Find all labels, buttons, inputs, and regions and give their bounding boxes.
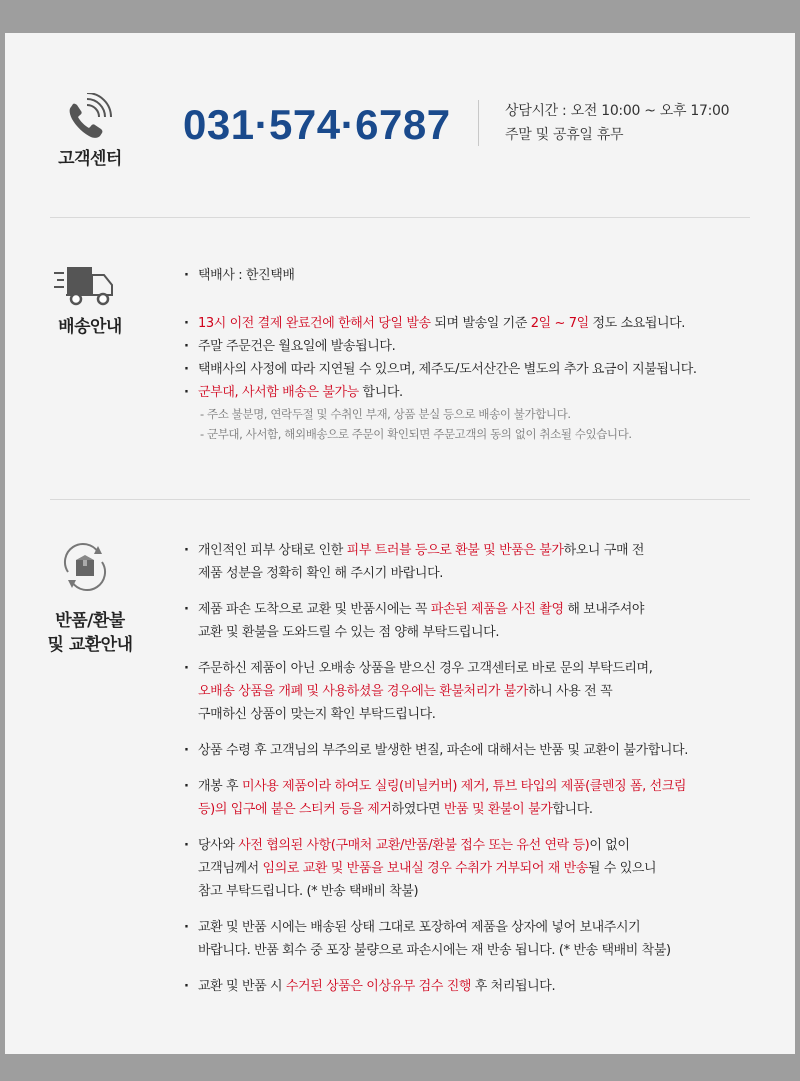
returns-list xyxy=(180,539,688,998)
list-item: · 교환 및 반품 시에는 배송된 상태 그대로 포장하여 제품을 상자에 넣어 보내주시기 바랍니다. 반품 회수 중 포장 불량으로 파손시에는 재 반송 됩니다. (* 반송 택배비 착불) xyxy=(180,916,688,962)
list-item: · 개인적인 피부 상태로 인한 피부 트러블 등으로 환불 및 반품은 불가하오니 구매 전 제품 성분을 정확히 확인 해 주시기 바랍니다. xyxy=(180,539,688,585)
hours-line-2: 주말 및 공휴일 휴무 xyxy=(505,127,624,143)
shipping-list xyxy=(180,264,295,287)
delivery-truck-icon xyxy=(52,265,116,307)
divider-vertical xyxy=(478,100,479,146)
return-box-icon xyxy=(60,542,110,592)
list-item: · 13시 이전 결제 완료건에 한해서 당일 발송 되며 발송일 기준 2일 ~ 7일 정도 소요됩니다. xyxy=(180,312,697,335)
shipping-details-list xyxy=(180,312,697,444)
section-divider xyxy=(50,499,750,500)
hours-line-1: 상담시간 : 오전 10:00 ~ 오후 17:00 xyxy=(505,103,730,119)
shipping-label: 배송안내 xyxy=(58,317,122,337)
customer-center-label: 고객센터 xyxy=(58,149,122,169)
phone-icon xyxy=(61,93,117,143)
returns-label-line-1: 반품/환불 xyxy=(55,611,125,631)
list-item: · 주말 주문건은 월요일에 발송됩니다. xyxy=(180,335,697,358)
list-item: · 상품 수령 후 고객님의 부주의로 발생한 변질, 파손에 대해서는 반품 및 교환이 불가합니다. xyxy=(180,739,688,762)
shipping-note-2: - 군부대, 사서함, 해외배송으로 주문이 확인되면 주문고객의 동의 없이 취소될 수있습니다. xyxy=(200,427,632,441)
info-panel xyxy=(5,33,795,1054)
list-item: · 개봉 후 미사용 제품이라 하여도 실링(비닐커버) 제거, 튜브 타입의 제품(클렌징 폼, 선크림 등)의 입구에 붙은 스티커 등을 제거하였다면 반품 및 환불이 불가합니다. xyxy=(180,775,688,821)
phone-number[interactable]: 031·574·6787 xyxy=(183,101,451,148)
list-item: · 당사와 사전 협의된 사항(구매처 교환/반품/환불 접수 또는 유선 연락 등)이 없이 고객님께서 임의로 교환 및 반품을 보내실 경우 수취가 거부되어 재 반송될 수 있으니 참고 부탁드립니다. (* 반송 택배비 착불) xyxy=(180,834,688,903)
returns-label xyxy=(30,609,150,657)
shipping-note-1: - 주소 불분명, 연락두절 및 수취인 부재, 상품 분실 등으로 배송이 불가합니다. xyxy=(200,407,571,421)
section-divider xyxy=(50,217,750,218)
list-item: · 제품 파손 도착으로 교환 및 반품시에는 꼭 파손된 제품을 사진 촬영 해 보내주셔야 교환 및 환불을 도와드릴 수 있는 점 양해 부탁드립니다. xyxy=(180,598,688,644)
list-item: · 택배사의 사정에 따라 지연될 수 있으며, 제주도/도서산간은 별도의 추가 요금이 지불됩니다. xyxy=(180,358,697,381)
list-item: · 군부대, 사서함 배송은 불가능 합니다. xyxy=(180,381,697,404)
list-item: · 교환 및 반품 시 수거된 상품은 이상유무 검수 진행 후 처리됩니다. xyxy=(180,975,688,998)
list-item: · 택배사 : 한진택배 xyxy=(180,264,295,287)
list-item: · 주문하신 제품이 아닌 오배송 상품을 받으신 경우 고객센터로 바로 문의 부탁드리며, 오배송 상품을 개폐 및 사용하셨을 경우에는 환불처리가 불가하니 사용 전 꼭 구매하신 상품이 맞는지 확인 부탁드립니다. xyxy=(180,657,688,726)
business-hours xyxy=(505,99,729,147)
returns-label-line-2: 및 교환안내 xyxy=(47,635,133,655)
